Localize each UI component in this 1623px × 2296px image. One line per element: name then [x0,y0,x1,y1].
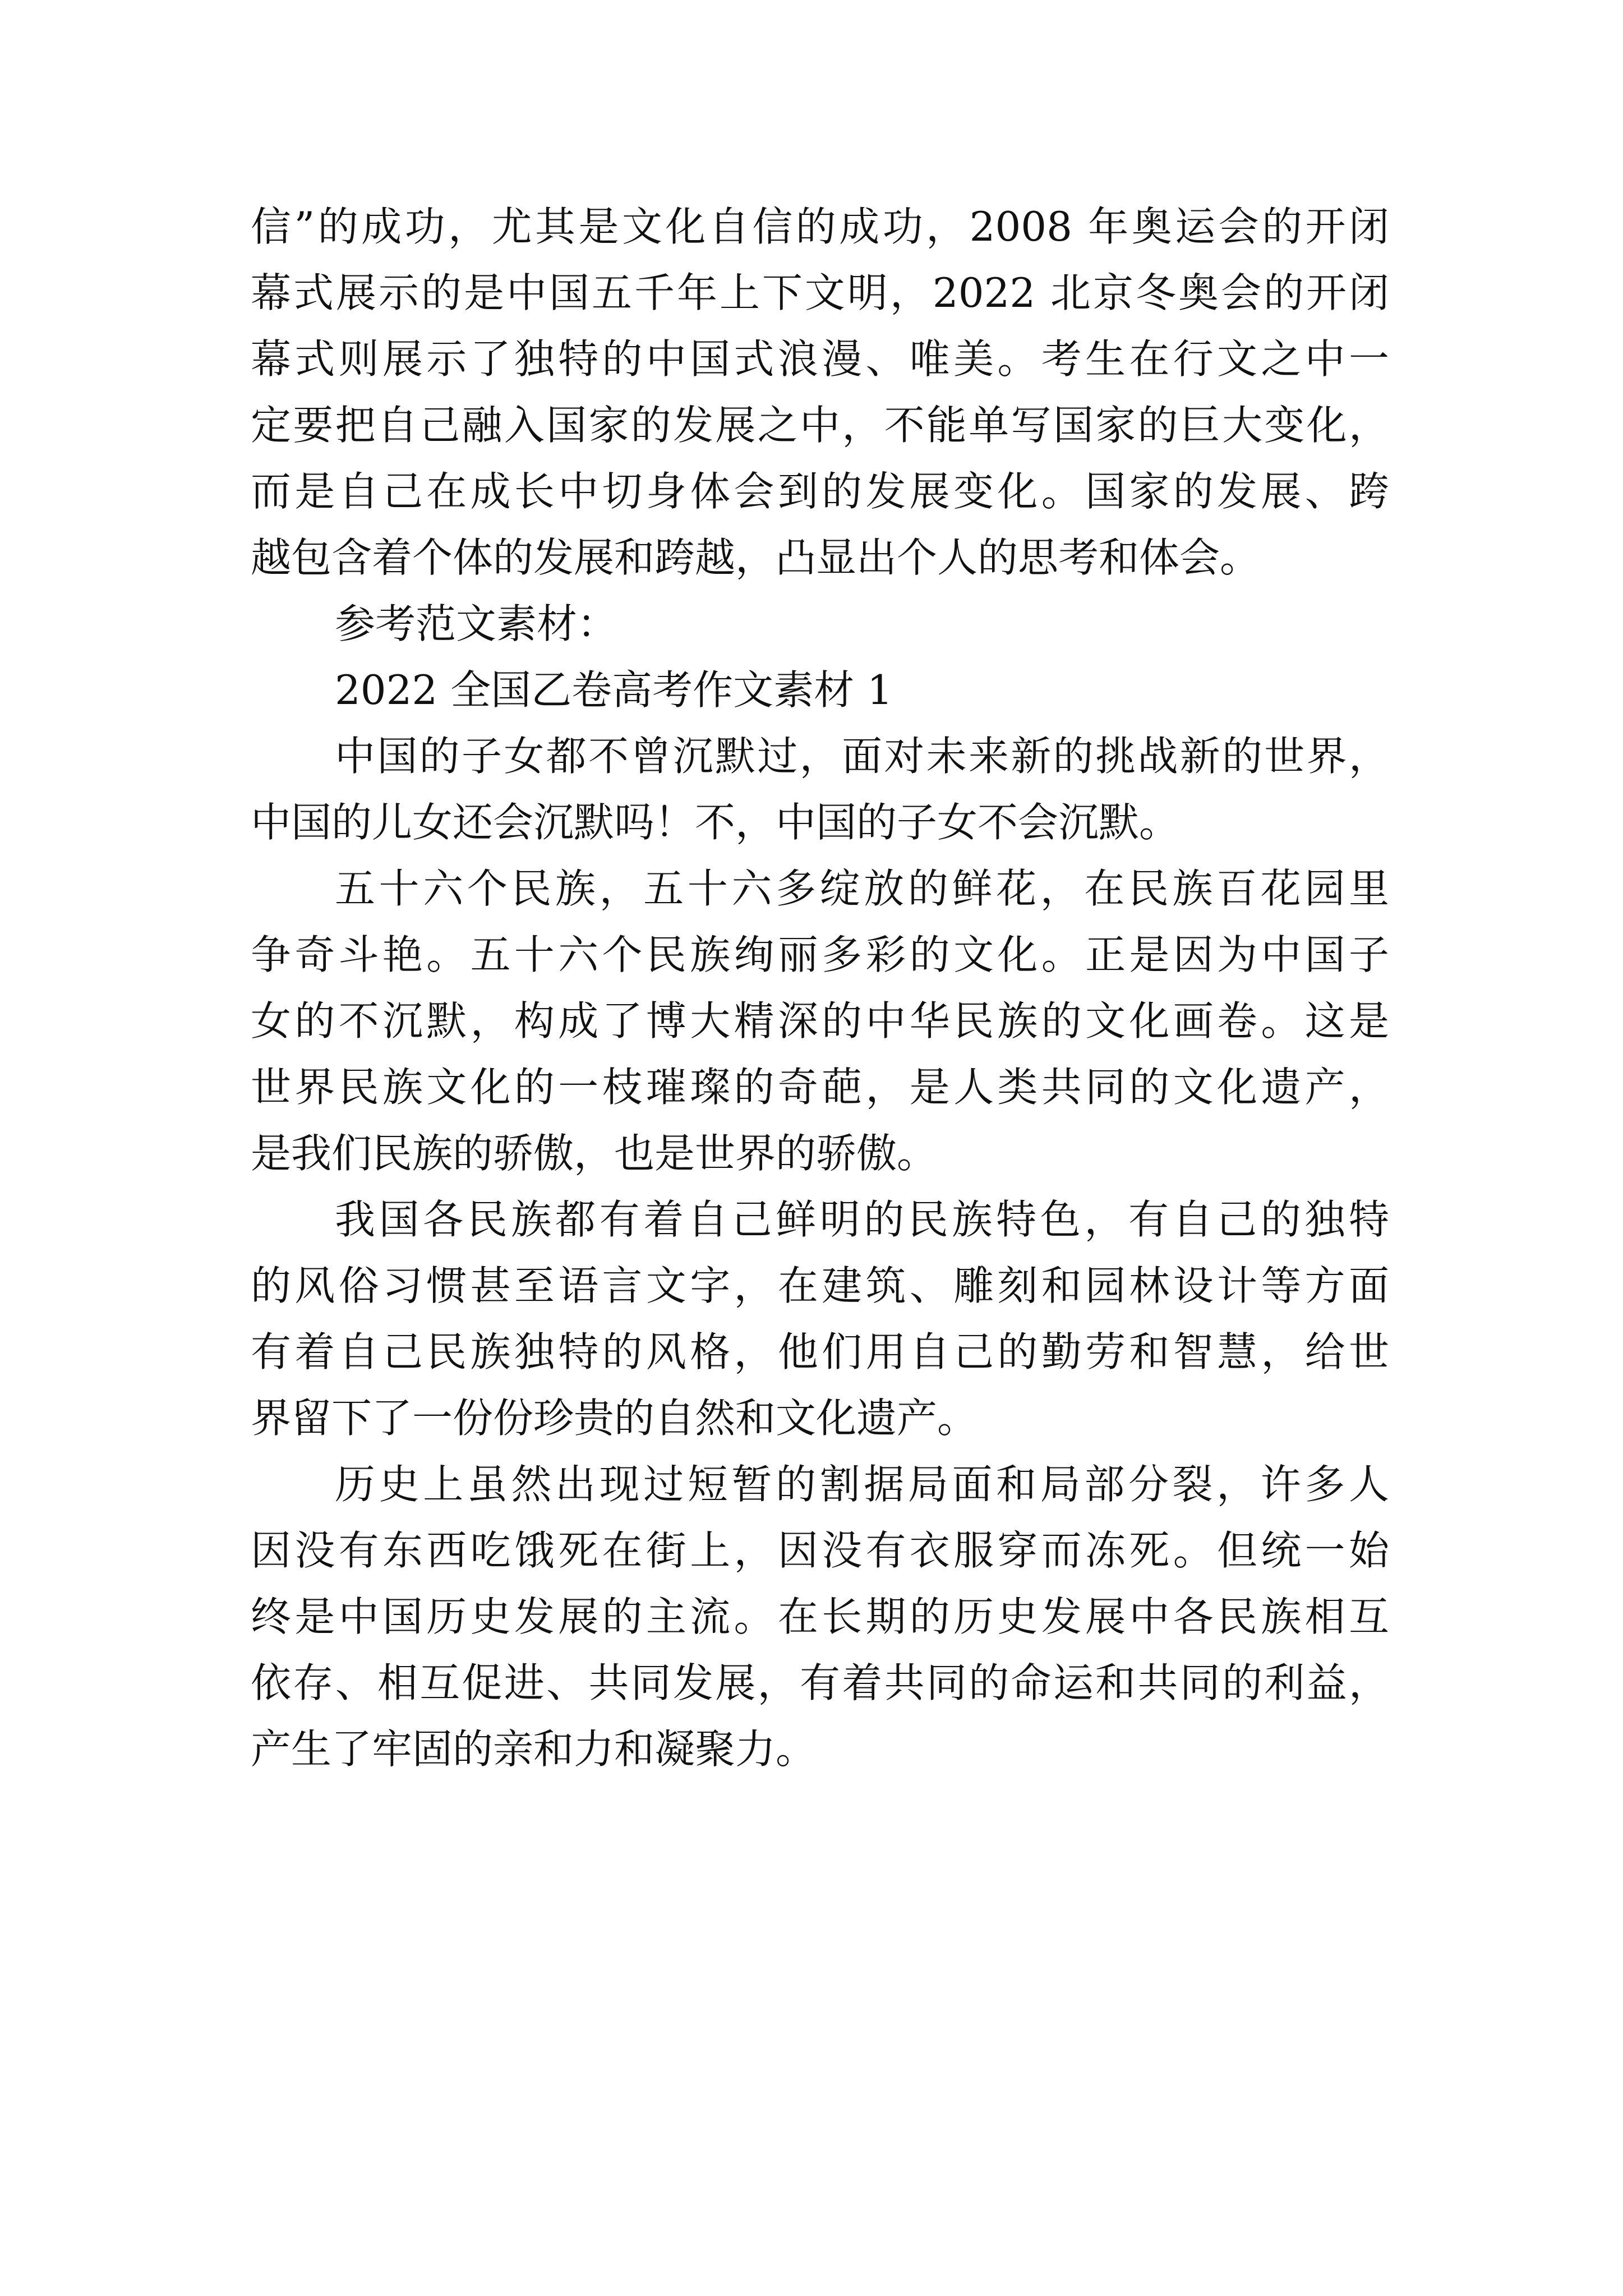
section-label [251,591,1389,657]
text-line: 产生了牢固的亲和力和凝聚力。 [251,1726,817,1773]
text-line: 幕式则展示了独特的中国式浪漫、唯美。考生在行文之中一 [251,335,1389,383]
paragraph [251,194,1389,591]
text-line: 定要把自己融入国家的发展之中，不能单写国家的巨大变化， [251,402,1389,449]
text-line: 中国的子女都不曾沉默过，面对未来新的挑战新的世界， [335,733,1389,780]
paragraph [251,1186,1389,1451]
text-line: 历史上虽然出现过短暂的割据局面和局部分裂，许多人 [335,1461,1389,1508]
text-line: 参考范文素材： [335,600,618,647]
paragraph [251,1451,1389,1782]
text-line: 终是中国历史发展的主流。在长期的历史发展中各民族相互 [251,1593,1389,1640]
text-line: 争奇斗艳。五十六个民族绚丽多彩的文化。正是因为中国子 [251,931,1389,978]
text-line: 是我们民族的骄傲，也是世界的骄傲。 [251,1130,938,1177]
text-line: 2022 全国乙卷高考作文素材 1 [335,666,893,714]
text-line: 界留下了一份份珍贵的自然和文化遗产。 [251,1395,978,1442]
document-body [251,194,1389,1782]
section-heading [251,657,1389,723]
text-line: 幕式展示的是中国五千年上下文明，2022 北京冬奥会的开闭 [251,269,1389,316]
text-line: 女的不沉默，构成了博大精深的中华民族的文化画卷。这是 [251,997,1389,1045]
text-line: 因没有东西吃饿死在街上，因没有衣服穿而冻死。但统一始 [251,1527,1389,1574]
text-line: 而是自己在成长中切身体会到的发展变化。国家的发展、跨 [251,468,1389,515]
paragraph [251,855,1389,1186]
text-line: 信”的成功，尤其是文化自信的成功，2008 年奥运会的开闭 [251,203,1389,250]
text-line: 越包含着个体的发展和跨越，凸显出个人的思考和体会。 [251,534,1261,581]
text-line: 依存、相互促进、共同发展，有着共同的命运和共同的利益， [251,1659,1389,1706]
text-line: 世界民族文化的一枝璀璨的奇葩，是人类共同的文化遗产， [251,1064,1389,1111]
text-line: 我国各民族都有着自己鲜明的民族特色，有自己的独特 [335,1196,1389,1243]
text-line: 的风俗习惯甚至语言文字，在建筑、雕刻和园林设计等方面 [251,1262,1389,1309]
text-line: 有着自己民族独特的风格，他们用自己的勤劳和智慧，给世 [251,1328,1389,1375]
text-line: 中国的儿女还会沉默吗！不，中国的子女不会沉默。 [251,799,1180,846]
text-line: 五十六个民族，五十六多绽放的鲜花，在民族百花园里 [335,865,1389,912]
paragraph [251,723,1389,855]
